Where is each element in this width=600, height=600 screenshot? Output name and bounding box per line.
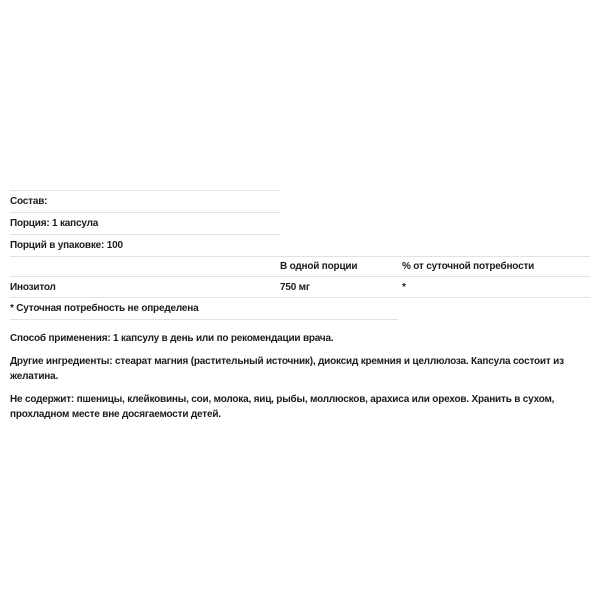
divider-bottom	[10, 319, 398, 320]
supplement-facts-panel	[10, 190, 590, 422]
ingredient-daily-value: *	[402, 281, 406, 293]
warnings-paragraph: Не содержит: пшеницы, клейковины, сои, молока, яиц, рыбы, моллюсков, арахиса или орехов. Хранить в сухом, прохладном месте вне досягаемости детей.	[10, 394, 555, 420]
composition-label: Состав:	[10, 196, 48, 207]
column-header-per-serving: В одной порции	[280, 261, 358, 272]
servings-per-container-row	[10, 235, 590, 256]
serving-size-label: Порция: 1 капсула	[10, 218, 99, 229]
servings-per-container-label: Порций в упаковке: 100	[10, 240, 123, 251]
table-row	[10, 277, 590, 297]
serving-size-row	[10, 213, 590, 234]
facts-table-header	[10, 257, 590, 276]
column-header-daily-value: % от суточной потребности	[402, 261, 535, 272]
ingredient-amount: 750 мг	[280, 281, 310, 293]
composition-row	[10, 191, 590, 212]
daily-value-footnote: * Суточная потребность не определена	[10, 303, 199, 314]
other-ingredients-paragraph: Другие ингредиенты: стеарат магния (растительный источник), диоксид кремния и целлюлоза. Капсула состоит из желатина.	[10, 356, 564, 382]
footnote-row	[10, 298, 590, 319]
directions-paragraph: Способ применения: 1 капсулу в день или по рекомендации врача.	[10, 333, 334, 344]
ingredient-name: Инозитол	[10, 281, 56, 293]
